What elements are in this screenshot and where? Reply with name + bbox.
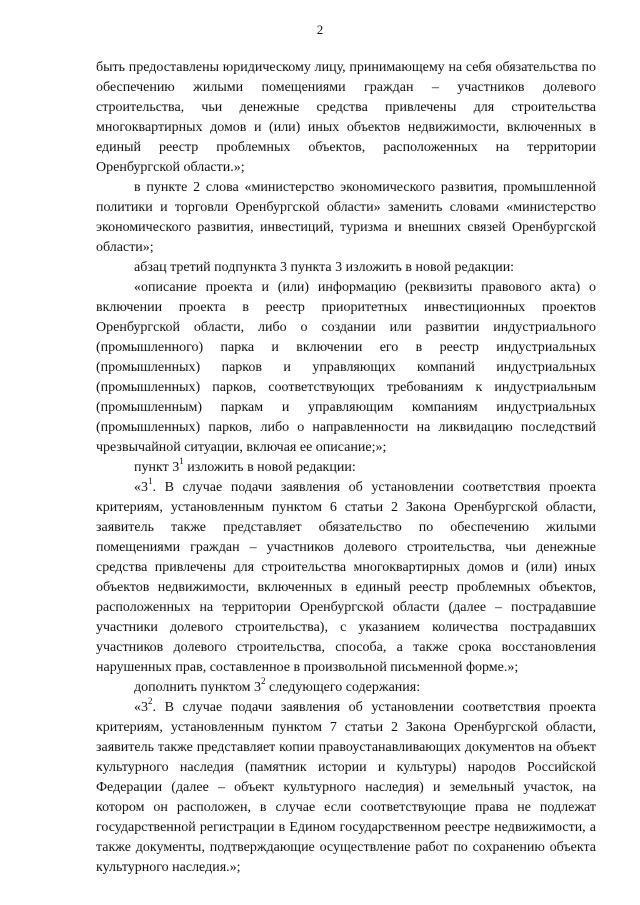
superscript-number: 2 [261,676,266,687]
paragraph-text-before: пункт 3 [134,460,180,475]
paragraph-text-after: следующего содержания: [265,680,421,695]
paragraph-point-2-amendment: в пункте 2 слова «министерство экономического развития, промышленной политики и торговли Оренбургской области» заменить словами «министерство экономического развития, инвестиций, туризма и внешних связей Оренбургской области»; [96,180,596,255]
superscript-number: 1 [179,456,184,467]
paragraph-continuation: быть предоставлены юридическому лицу, принимающему на себя обязательства по обеспечению жилыми помещениями граждан – участников долевого строительства, чьи денежные средства привлечены для строительства многоквартирных домов и (или) иных объектов недвижимости, включенных в единый реестр проблемных объектов, расположенных на территории Оренбургской области.»; [96,60,596,175]
paragraph-project-description: «описание проекта и (или) информацию (реквизиты правового акта) о включении проекта в реестр приоритетных инвестиционных проектов Оренбургской области, либо о создании или развитии индустриального (промышленного) парка и включении его в реестр индустриальных (промышленных) парков и управляющих компаний индустриальных (промышленных) парков, соответствующих требованиям к индустриальным (промышленным) паркам и управляющим компаниям индустриальных (промышленных) парков, либо о направленности на ликвидацию последствий чрезвычайной ситуации, включая ее описание;»; [96,280,596,455]
paragraph-text-after: изложить в новой редакции: [183,460,356,475]
paragraph-point-3-1-heading [96,458,596,478]
paragraph-point-3-2-heading [96,678,596,698]
paragraph-text-before: «3 [134,480,148,495]
paragraph-text-before: «3 [134,700,148,715]
paragraph-text-after: . В случае подачи заявления об установлении соответствия проекта критериям, установленным пунктом 7 статьи 2 Закона Оренбургской области, заявитель также представляет копии правоустанавливающих документов на объект культурного наследия (памятник истории и культуры) народов Российской Федерации (далее – объект культурного наследия) и земельный участок, на котором он расположен, в случае если соответствующие права не подлежат государственной регистрации в Едином государственном реестре недвижимости, а также документы, подтверждающие осуществление работ по сохранению объекта культурного наследия.»; [96,700,596,875]
paragraph-text-before: дополнить пунктом 3 [134,680,262,695]
superscript-number: 1 [148,476,153,487]
paragraph-point-3-1-text [96,478,596,678]
paragraph-subpoint-3-heading: абзац третий подпункта 3 пункта 3 изложить в новой редакции: [134,260,515,275]
paragraph-point-3-2-text [96,698,596,878]
document-body [96,58,596,878]
paragraph-text-after: . В случае подачи заявления об установлении соответствия проекта критериям, установленным пунктом 6 статьи 2 Закона Оренбургской области, заявитель также представляет обязательство по обеспечению жилыми помещениями граждан – участников долевого строительства, чьи денежные средства привлечены для строительства многоквартирных домов и (или) иных объектов недвижимости, включенных в единый реестр проблемных объектов, расположенных на территории Оренбургской области (далее – пострадавшие участники долевого строительства), с указанием количества пострадавших участников долевого строительства, способа, а также срока восстановления нарушенных прав, составленное в произвольной письменной форме.»; [96,480,596,675]
superscript-number: 2 [148,696,153,707]
page-number: 2 [316,22,324,37]
